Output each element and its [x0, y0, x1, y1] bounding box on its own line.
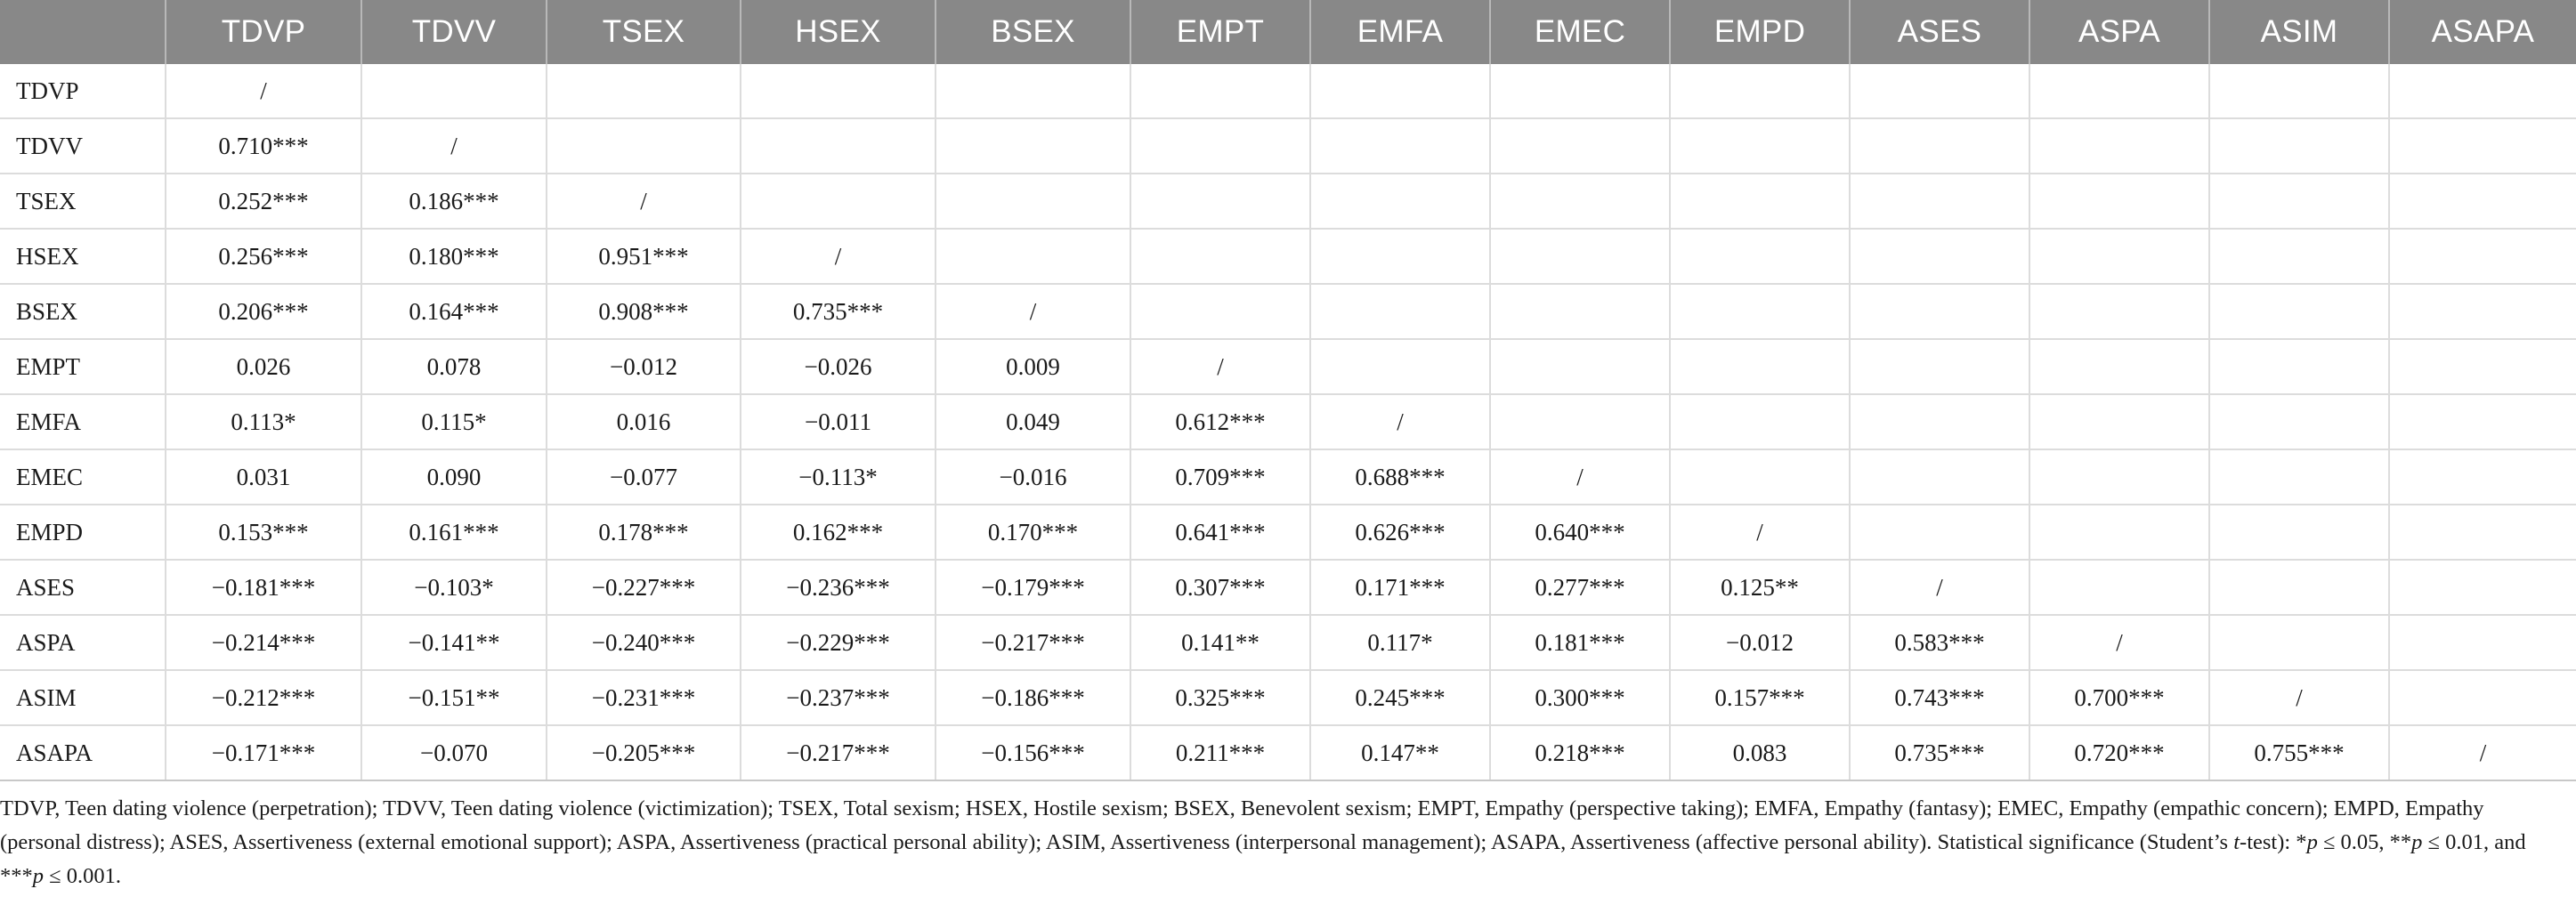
correlation-cell: −0.016 — [936, 449, 1130, 505]
row-label: ASES — [0, 560, 166, 615]
column-header: HSEX — [741, 0, 936, 64]
correlation-cell — [361, 64, 547, 118]
correlation-cell — [1670, 449, 1850, 505]
correlation-cell: 0.218*** — [1490, 725, 1670, 780]
correlation-cell: 0.115* — [361, 394, 547, 449]
correlation-cell — [1850, 118, 2029, 174]
footnote-p-italic: p — [2411, 830, 2423, 854]
header-corner-cell — [0, 0, 166, 64]
correlation-cell: 0.078 — [361, 339, 547, 394]
correlation-cell — [2389, 284, 2576, 339]
footnote-t-italic: t — [2233, 830, 2240, 854]
row-label: EMPD — [0, 505, 166, 560]
correlation-cell: 0.178*** — [547, 505, 741, 560]
correlation-cell — [2389, 615, 2576, 670]
correlation-cell: / — [1850, 560, 2029, 615]
correlation-cell: 0.755*** — [2209, 725, 2389, 780]
correlation-cell: −0.012 — [1670, 615, 1850, 670]
correlation-cell: 0.709*** — [1130, 449, 1310, 505]
correlation-cell: / — [2029, 615, 2209, 670]
correlation-cell: −0.113* — [741, 449, 936, 505]
correlation-cell — [1850, 449, 2029, 505]
correlation-cell — [1850, 339, 2029, 394]
correlation-cell — [1130, 118, 1310, 174]
correlation-cell: −0.103* — [361, 560, 547, 615]
table-row — [0, 339, 2576, 394]
correlation-cell: −0.205*** — [547, 725, 741, 780]
correlation-cell: 0.090 — [361, 449, 547, 505]
correlation-cell — [547, 64, 741, 118]
correlation-cell: 0.743*** — [1850, 670, 2029, 725]
correlation-cell: 0.049 — [936, 394, 1130, 449]
correlation-cell — [1850, 174, 2029, 229]
correlation-cell — [1490, 339, 1670, 394]
correlation-cell: −0.217*** — [936, 615, 1130, 670]
correlation-cell: 0.016 — [547, 394, 741, 449]
correlation-cell — [1670, 64, 1850, 118]
correlation-cell — [1670, 229, 1850, 284]
correlation-cell: −0.070 — [361, 725, 547, 780]
row-label: ASIM — [0, 670, 166, 725]
correlation-cell — [2209, 174, 2389, 229]
row-label: BSEX — [0, 284, 166, 339]
correlation-cell — [1130, 64, 1310, 118]
column-header: BSEX — [936, 0, 1130, 64]
column-header: EMPT — [1130, 0, 1310, 64]
correlation-cell: 0.161*** — [361, 505, 547, 560]
correlation-cell — [2029, 505, 2209, 560]
correlation-cell: / — [547, 174, 741, 229]
correlation-cell — [2209, 449, 2389, 505]
table-footnote — [0, 792, 2555, 893]
correlation-cell: 0.252*** — [166, 174, 361, 229]
correlation-cell: −0.151** — [361, 670, 547, 725]
correlation-cell: 0.277*** — [1490, 560, 1670, 615]
correlation-cell — [1490, 394, 1670, 449]
correlation-cell — [1490, 174, 1670, 229]
correlation-cell — [936, 64, 1130, 118]
correlation-cell — [1490, 118, 1670, 174]
correlation-cell: −0.156*** — [936, 725, 1130, 780]
row-label: TSEX — [0, 174, 166, 229]
correlation-cell: 0.211*** — [1130, 725, 1310, 780]
correlation-cell — [2389, 118, 2576, 174]
correlation-cell — [741, 118, 936, 174]
table-header-row — [0, 0, 2576, 64]
correlation-cell: 0.117* — [1310, 615, 1490, 670]
correlation-cell — [2029, 449, 2209, 505]
correlation-cell: −0.214*** — [166, 615, 361, 670]
correlation-cell — [936, 229, 1130, 284]
correlation-cell — [1670, 174, 1850, 229]
table-row — [0, 284, 2576, 339]
correlation-cell — [1310, 64, 1490, 118]
correlation-cell — [2389, 560, 2576, 615]
correlation-cell — [1310, 229, 1490, 284]
correlation-cell: −0.181*** — [166, 560, 361, 615]
table-row — [0, 615, 2576, 670]
correlation-cell: / — [741, 229, 936, 284]
correlation-cell: −0.026 — [741, 339, 936, 394]
correlation-cell: 0.735*** — [1850, 725, 2029, 780]
correlation-cell: 0.256*** — [166, 229, 361, 284]
correlation-cell: 0.031 — [166, 449, 361, 505]
correlation-cell: 0.325*** — [1130, 670, 1310, 725]
correlation-cell — [1850, 505, 2029, 560]
correlation-cell — [741, 174, 936, 229]
correlation-cell: −0.012 — [547, 339, 741, 394]
footnote-p-italic: p — [2306, 830, 2318, 854]
correlation-cell: −0.237*** — [741, 670, 936, 725]
table-row — [0, 449, 2576, 505]
correlation-cell — [2389, 174, 2576, 229]
correlation-cell: 0.688*** — [1310, 449, 1490, 505]
correlation-cell: 0.307*** — [1130, 560, 1310, 615]
correlation-cell: 0.612*** — [1130, 394, 1310, 449]
correlation-cell: −0.077 — [547, 449, 741, 505]
table-row — [0, 174, 2576, 229]
correlation-cell — [1310, 339, 1490, 394]
correlation-cell: −0.240*** — [547, 615, 741, 670]
row-label: HSEX — [0, 229, 166, 284]
correlation-cell — [2029, 394, 2209, 449]
correlation-cell — [1490, 229, 1670, 284]
correlation-cell — [2209, 394, 2389, 449]
column-header: EMPD — [1670, 0, 1850, 64]
correlation-cell — [1490, 284, 1670, 339]
correlation-cell — [2209, 615, 2389, 670]
correlation-cell — [2389, 670, 2576, 725]
correlation-cell — [1850, 284, 2029, 339]
correlation-cell: 0.951*** — [547, 229, 741, 284]
correlation-cell: 0.009 — [936, 339, 1130, 394]
row-label: ASPA — [0, 615, 166, 670]
correlation-cell — [2029, 64, 2209, 118]
table-row — [0, 725, 2576, 780]
correlation-cell: 0.640*** — [1490, 505, 1670, 560]
correlation-cell: / — [2209, 670, 2389, 725]
correlation-cell: 0.141** — [1130, 615, 1310, 670]
column-header: ASIM — [2209, 0, 2389, 64]
correlation-cell — [2029, 229, 2209, 284]
correlation-cell: 0.186*** — [361, 174, 547, 229]
correlation-cell: / — [936, 284, 1130, 339]
column-header: ASES — [1850, 0, 2029, 64]
column-header: EMFA — [1310, 0, 1490, 64]
correlation-cell — [2029, 118, 2209, 174]
footnote-text: ≤ 0.01, and *** — [0, 830, 2526, 888]
row-label: EMPT — [0, 339, 166, 394]
correlation-cell — [1850, 394, 2029, 449]
correlation-cell: 0.583*** — [1850, 615, 2029, 670]
correlation-cell: / — [166, 64, 361, 118]
correlation-cell: −0.171*** — [166, 725, 361, 780]
correlation-cell: 0.206*** — [166, 284, 361, 339]
row-label: TDVP — [0, 64, 166, 118]
row-label: ASAPA — [0, 725, 166, 780]
correlation-cell — [1310, 284, 1490, 339]
correlation-cell — [547, 118, 741, 174]
correlation-cell — [1310, 174, 1490, 229]
footnote-text: TDVP, Teen dating violence (perpetration); TDVV, Teen dating violence (victimization); TSEX, Total sexism; HSEX, Hostile sexism; BSEX, Benevolent sexism; EMPT, Empathy (perspective taking); EMFA, Empathy (fantasy); EMEC, Empathy (empathic concern); EMPD, Empathy (personal distress); ASES, Assertiveness (external emotional support); ASPA, Assertiveness (practical personal ability); ASIM, Assertiveness (interpersonal management); ASAPA, Assertiveness (affective personal ability). Statistical significance (Student’s — [0, 796, 2484, 854]
footnote-text: ≤ 0.001. — [44, 864, 121, 888]
row-label: EMEC — [0, 449, 166, 505]
correlation-cell — [2209, 560, 2389, 615]
correlation-cell — [1670, 394, 1850, 449]
correlation-cell — [1850, 229, 2029, 284]
correlation-cell: −0.229*** — [741, 615, 936, 670]
correlation-cell: −0.227*** — [547, 560, 741, 615]
correlation-cell: 0.157*** — [1670, 670, 1850, 725]
correlation-cell — [1670, 284, 1850, 339]
correlation-cell — [2389, 64, 2576, 118]
correlation-cell: 0.153*** — [166, 505, 361, 560]
table-row — [0, 670, 2576, 725]
correlation-cell: 0.083 — [1670, 725, 1850, 780]
correlation-cell — [2029, 560, 2209, 615]
correlation-cell: 0.162*** — [741, 505, 936, 560]
correlation-cell: −0.011 — [741, 394, 936, 449]
column-header: EMEC — [1490, 0, 1670, 64]
correlation-cell — [2209, 118, 2389, 174]
correlation-cell: 0.026 — [166, 339, 361, 394]
correlation-cell: −0.212*** — [166, 670, 361, 725]
correlation-cell: / — [1670, 505, 1850, 560]
correlation-cell — [2029, 339, 2209, 394]
correlation-cell — [2389, 229, 2576, 284]
correlation-cell: 0.171*** — [1310, 560, 1490, 615]
correlation-cell: 0.125** — [1670, 560, 1850, 615]
correlation-cell: 0.720*** — [2029, 725, 2209, 780]
correlation-cell — [1130, 284, 1310, 339]
correlation-cell: 0.245*** — [1310, 670, 1490, 725]
correlation-cell — [741, 64, 936, 118]
correlation-cell: 0.164*** — [361, 284, 547, 339]
correlation-cell: / — [2389, 725, 2576, 780]
column-header: ASAPA — [2389, 0, 2576, 64]
column-header: TDVV — [361, 0, 547, 64]
correlation-cell: 0.170*** — [936, 505, 1130, 560]
correlation-cell: 0.626*** — [1310, 505, 1490, 560]
correlation-cell: 0.113* — [166, 394, 361, 449]
table-body — [0, 64, 2576, 780]
row-label: TDVV — [0, 118, 166, 174]
correlation-cell — [2209, 505, 2389, 560]
correlation-cell: 0.147** — [1310, 725, 1490, 780]
column-header: ASPA — [2029, 0, 2209, 64]
correlation-cell — [2209, 284, 2389, 339]
correlation-cell — [1130, 229, 1310, 284]
correlation-cell — [2029, 284, 2209, 339]
correlation-cell: 0.908*** — [547, 284, 741, 339]
correlation-cell: 0.710*** — [166, 118, 361, 174]
footnote-p-italic: p — [32, 864, 44, 888]
column-header: TDVP — [166, 0, 361, 64]
correlation-cell — [1670, 118, 1850, 174]
correlation-cell: −0.141** — [361, 615, 547, 670]
correlation-cell: −0.186*** — [936, 670, 1130, 725]
correlation-cell: / — [1310, 394, 1490, 449]
row-label: EMFA — [0, 394, 166, 449]
table-row — [0, 394, 2576, 449]
column-header: TSEX — [547, 0, 741, 64]
correlation-cell: 0.300*** — [1490, 670, 1670, 725]
correlation-cell: −0.231*** — [547, 670, 741, 725]
correlation-cell: / — [1130, 339, 1310, 394]
correlation-cell: / — [361, 118, 547, 174]
table-row — [0, 560, 2576, 615]
correlation-cell — [2389, 394, 2576, 449]
correlation-cell — [2209, 229, 2389, 284]
footnote-text: -test): * — [2240, 830, 2307, 854]
correlation-cell — [936, 118, 1130, 174]
correlation-cell: −0.217*** — [741, 725, 936, 780]
footnote-text: ≤ 0.05, ** — [2317, 830, 2412, 854]
correlation-cell: 0.700*** — [2029, 670, 2209, 725]
table-row — [0, 118, 2576, 174]
correlation-cell — [936, 174, 1130, 229]
correlation-cell — [1670, 339, 1850, 394]
table-row — [0, 64, 2576, 118]
correlation-cell — [1490, 64, 1670, 118]
table-row — [0, 505, 2576, 560]
correlation-cell — [2209, 339, 2389, 394]
correlation-cell — [1310, 118, 1490, 174]
correlation-cell: −0.179*** — [936, 560, 1130, 615]
correlation-cell: −0.236*** — [741, 560, 936, 615]
correlation-cell: 0.641*** — [1130, 505, 1310, 560]
correlation-cell — [1850, 64, 2029, 118]
correlation-cell — [1130, 174, 1310, 229]
correlation-cell — [2209, 64, 2389, 118]
table-row — [0, 229, 2576, 284]
correlation-cell — [2389, 339, 2576, 394]
correlation-cell — [2389, 449, 2576, 505]
correlation-cell — [2029, 174, 2209, 229]
correlation-cell: 0.181*** — [1490, 615, 1670, 670]
correlation-cell: 0.735*** — [741, 284, 936, 339]
correlation-cell: / — [1490, 449, 1670, 505]
correlation-cell: 0.180*** — [361, 229, 547, 284]
correlation-cell — [2389, 505, 2576, 560]
